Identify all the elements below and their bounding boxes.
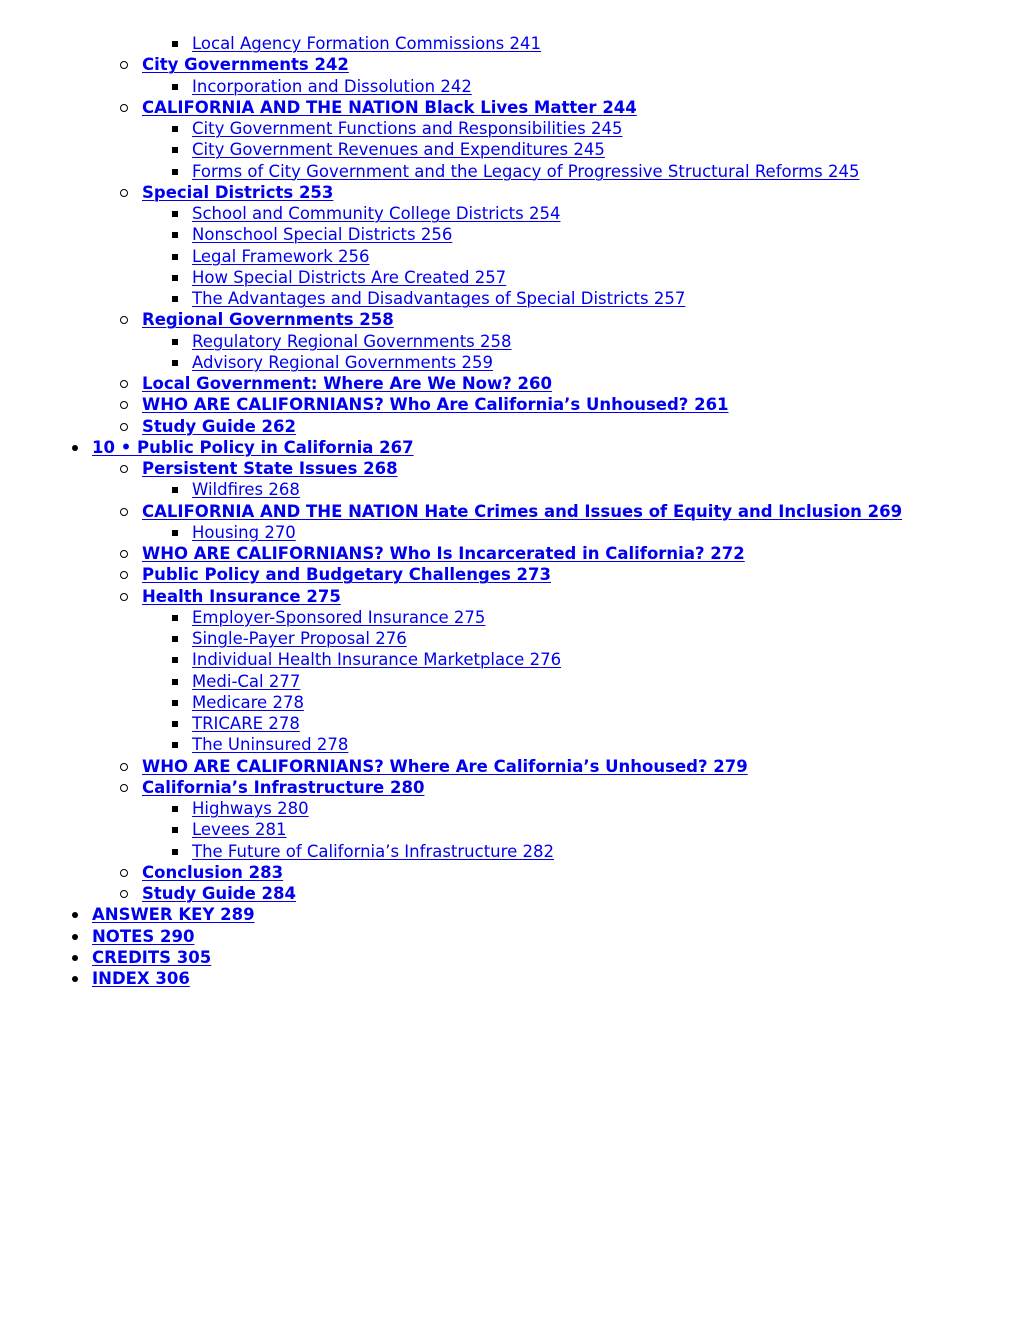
toc-item-level-3: [0, 139, 1020, 160]
toc-item-level-2: [0, 182, 1020, 203]
circle-bullet-icon: [120, 423, 128, 431]
toc-link[interactable]: The Future of California’s Infrastructure 282: [192, 841, 554, 861]
toc-item-level-3: [0, 671, 1020, 692]
square-bullet-icon: [172, 487, 178, 493]
toc-item-level-3: [0, 713, 1020, 734]
toc-link[interactable]: Incorporation and Dissolution 242: [192, 76, 472, 96]
toc-link[interactable]: Regulatory Regional Governments 258: [192, 331, 512, 351]
toc-link[interactable]: WHO ARE CALIFORNIANS? Where Are California’s Unhoused? 279: [142, 756, 748, 776]
toc-link[interactable]: Study Guide 284: [142, 884, 296, 903]
toc-item-level-2: [0, 458, 1020, 479]
toc-link[interactable]: Housing 270: [192, 522, 296, 542]
disc-bullet-icon: [72, 934, 78, 940]
toc-item-level-3: [0, 649, 1020, 670]
toc-link[interactable]: WHO ARE CALIFORNIANS? Who Are California’s Unhoused? 261: [142, 395, 729, 415]
toc-link[interactable]: 10 • Public Policy in California 267: [92, 437, 414, 457]
toc-item-level-3: [0, 352, 1020, 373]
toc-link[interactable]: ANSWER KEY 289: [92, 905, 255, 925]
toc-item-level-1: [0, 968, 1020, 989]
square-bullet-icon: [172, 806, 178, 812]
toc-link[interactable]: Highways 280: [192, 799, 309, 818]
circle-bullet-icon: [120, 104, 128, 112]
toc-link[interactable]: Conclusion 283: [142, 862, 284, 882]
square-bullet-icon: [172, 700, 178, 706]
disc-bullet-icon: [72, 976, 78, 982]
toc-item-level-3: [0, 118, 1020, 139]
square-bullet-icon: [172, 679, 178, 685]
toc-item-level-2: [0, 309, 1020, 330]
square-bullet-icon: [172, 211, 178, 217]
toc-link[interactable]: NOTES 290: [92, 926, 195, 946]
toc-item-level-3: [0, 692, 1020, 713]
toc-item-level-2: [0, 416, 1020, 437]
square-bullet-icon: [172, 169, 178, 175]
toc-link[interactable]: Employer-Sponsored Insurance 275: [192, 607, 486, 627]
circle-bullet-icon: [120, 465, 128, 473]
toc-link[interactable]: The Uninsured 278: [192, 735, 349, 755]
toc-link[interactable]: Forms of City Government and the Legacy of Progressive Structural Reforms 245: [192, 161, 860, 181]
toc-item-level-3: [0, 479, 1020, 500]
toc-item-level-3: [0, 267, 1020, 288]
toc-link[interactable]: Single-Payer Proposal 276: [192, 629, 407, 648]
toc-item-level-1: [0, 904, 1020, 925]
toc-item-level-1: [0, 926, 1020, 947]
toc-link[interactable]: Nonschool Special Districts 256: [192, 225, 453, 245]
square-bullet-icon: [172, 84, 178, 90]
circle-bullet-icon: [120, 316, 128, 324]
square-bullet-icon: [172, 275, 178, 281]
square-bullet-icon: [172, 147, 178, 153]
toc-link[interactable]: TRICARE 278: [192, 714, 300, 733]
square-bullet-icon: [172, 254, 178, 260]
circle-bullet-icon: [120, 869, 128, 877]
toc-link[interactable]: Wildfires 268: [192, 480, 300, 500]
circle-bullet-icon: [120, 189, 128, 197]
toc-item-level-3: [0, 628, 1020, 649]
circle-bullet-icon: [120, 890, 128, 898]
square-bullet-icon: [172, 41, 178, 47]
toc-item-level-2: [0, 862, 1020, 883]
toc-link[interactable]: Regional Governments 258: [142, 310, 394, 330]
toc-item-level-2: [0, 97, 1020, 118]
disc-bullet-icon: [72, 955, 78, 961]
toc-link[interactable]: CALIFORNIA AND THE NATION Hate Crimes and Issues of Equity and Inclusion 269: [142, 501, 903, 521]
toc-item-level-3: [0, 841, 1020, 862]
square-bullet-icon: [172, 827, 178, 833]
square-bullet-icon: [172, 360, 178, 366]
toc-link[interactable]: Local Agency Formation Commissions 241: [192, 34, 541, 53]
square-bullet-icon: [172, 657, 178, 663]
toc-item-level-2: [0, 883, 1020, 904]
toc-link[interactable]: Levees 281: [192, 820, 287, 840]
square-bullet-icon: [172, 742, 178, 748]
toc-item-level-2: [0, 373, 1020, 394]
toc-link[interactable]: California’s Infrastructure 280: [142, 777, 425, 797]
toc-item-level-1: [0, 437, 1020, 458]
circle-bullet-icon: [120, 784, 128, 792]
toc-link[interactable]: Public Policy and Budgetary Challenges 273: [142, 565, 551, 585]
toc-link[interactable]: The Advantages and Disadvantages of Special Districts 257: [192, 289, 686, 308]
toc-link[interactable]: Advisory Regional Governments 259: [192, 352, 493, 372]
toc-link[interactable]: Study Guide 262: [142, 416, 296, 436]
toc-link[interactable]: Legal Framework 256: [192, 246, 370, 266]
toc-link[interactable]: City Governments 242: [142, 55, 349, 75]
toc-link[interactable]: WHO ARE CALIFORNIANS? Who Is Incarcerated in California? 272: [142, 544, 745, 563]
toc-link[interactable]: Persistent State Issues 268: [142, 459, 398, 478]
disc-bullet-icon: [72, 445, 78, 451]
circle-bullet-icon: [120, 61, 128, 69]
toc-item-level-2: [0, 54, 1020, 75]
toc-link[interactable]: Special Districts 253: [142, 182, 334, 202]
table-of-contents: [0, 33, 1020, 989]
circle-bullet-icon: [120, 593, 128, 601]
square-bullet-icon: [172, 636, 178, 642]
toc-item-level-3: [0, 288, 1020, 309]
circle-bullet-icon: [120, 571, 128, 579]
toc-item-level-3: [0, 331, 1020, 352]
circle-bullet-icon: [120, 550, 128, 558]
square-bullet-icon: [172, 296, 178, 302]
toc-item-level-2: [0, 543, 1020, 564]
toc-item-level-2: [0, 394, 1020, 415]
toc-item-level-3: [0, 734, 1020, 755]
toc-link[interactable]: Medi-Cal 277: [192, 671, 301, 691]
toc-link[interactable]: School and Community College Districts 254: [192, 204, 561, 223]
toc-link[interactable]: INDEX 306: [92, 969, 190, 988]
toc-item-level-3: [0, 246, 1020, 267]
toc-item-level-2: [0, 756, 1020, 777]
toc-link[interactable]: CALIFORNIA AND THE NATION Black Lives Matter 244: [142, 97, 637, 117]
toc-link[interactable]: City Government Functions and Responsibilities 245: [192, 119, 623, 138]
circle-bullet-icon: [120, 763, 128, 771]
toc-item-level-2: [0, 777, 1020, 798]
toc-item-level-3: [0, 607, 1020, 628]
toc-item-level-2: [0, 564, 1020, 585]
toc-item-level-1: [0, 947, 1020, 968]
toc-link[interactable]: Medicare 278: [192, 692, 304, 712]
toc-item-level-2: [0, 501, 1020, 522]
toc-item-level-3: [0, 161, 1020, 182]
toc-item-level-3: [0, 224, 1020, 245]
square-bullet-icon: [172, 721, 178, 727]
toc-link[interactable]: Individual Health Insurance Marketplace 276: [192, 650, 562, 670]
toc-link[interactable]: CREDITS 305: [92, 947, 212, 967]
toc-item-level-3: [0, 819, 1020, 840]
square-bullet-icon: [172, 126, 178, 132]
circle-bullet-icon: [120, 380, 128, 388]
toc-link[interactable]: City Government Revenues and Expenditures 245: [192, 140, 605, 160]
toc-item-level-3: [0, 522, 1020, 543]
circle-bullet-icon: [120, 401, 128, 409]
toc-link[interactable]: How Special Districts Are Created 257: [192, 267, 507, 287]
square-bullet-icon: [172, 339, 178, 345]
square-bullet-icon: [172, 849, 178, 855]
toc-item-level-3: [0, 33, 1020, 54]
toc-item-level-2: [0, 586, 1020, 607]
square-bullet-icon: [172, 530, 178, 536]
disc-bullet-icon: [72, 912, 78, 918]
toc-link[interactable]: Local Government: Where Are We Now? 260: [142, 374, 552, 393]
square-bullet-icon: [172, 615, 178, 621]
square-bullet-icon: [172, 232, 178, 238]
toc-item-level-3: [0, 203, 1020, 224]
toc-link[interactable]: Health Insurance 275: [142, 586, 341, 606]
toc-item-level-3: [0, 798, 1020, 819]
circle-bullet-icon: [120, 508, 128, 516]
toc-item-level-3: [0, 76, 1020, 97]
